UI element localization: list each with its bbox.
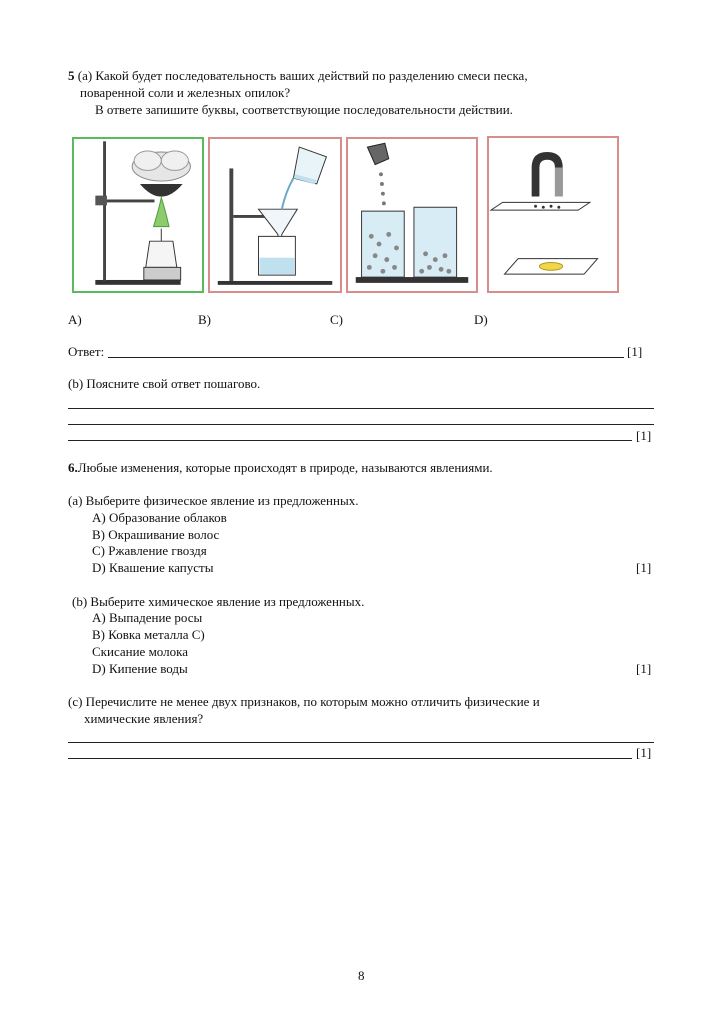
- q5b-prompt: (b) Поясните свой ответ пошагово.: [68, 376, 261, 391]
- q6c-answer-line-1[interactable]: [68, 742, 654, 743]
- q5-intro: [68, 68, 528, 84]
- q6b-option[interactable]: B) Ковка металла С): [92, 627, 205, 642]
- q6c-answer-line-2[interactable]: [68, 758, 632, 759]
- q6a-mark: [1]: [636, 560, 652, 575]
- q6a-prompt: (a) Выберите физическое явление из предложенных.: [68, 493, 359, 508]
- q5-intro-text: (a) Какой будет последовательность ваших действий по разделению смеси песка,: [77, 68, 528, 83]
- page-number: 8: [358, 968, 365, 983]
- q5b-answer-line-1[interactable]: [68, 408, 654, 409]
- q6a-option[interactable]: B) Окрашивание волос: [92, 527, 220, 542]
- q5a-mark: [1]: [627, 344, 643, 359]
- q5b-answer-line-3[interactable]: [68, 440, 632, 441]
- q5b-mark: [1]: [636, 428, 652, 443]
- q6b-prompt: (b) Выберите химическое явление из предложенных.: [72, 594, 365, 609]
- figure-label-c: C): [330, 312, 343, 327]
- q5-instruction: В ответе запишите буквы, соответствующие последовательности действии.: [95, 102, 513, 117]
- q6a-option[interactable]: D) Квашение капусты: [92, 560, 214, 575]
- q6c-prompt: (c) Перечислите не менее двух признаков, по которым можно отличить физические и: [68, 694, 540, 709]
- figure-d-magnet: [487, 136, 619, 293]
- q6c-prompt-line2: химические явления?: [84, 711, 204, 726]
- q6b-option[interactable]: D) Кипение воды: [92, 661, 188, 676]
- answer-label: Ответ:: [68, 344, 105, 359]
- q6a-option[interactable]: A) Образование облаков: [92, 510, 227, 525]
- q6b-mark: [1]: [636, 661, 652, 676]
- q6c-mark: [1]: [636, 745, 652, 760]
- figure-b-filtration: [208, 137, 342, 293]
- figure-label-a: A): [68, 312, 82, 327]
- figure-label-b: B): [198, 312, 211, 327]
- q6b-option[interactable]: A) Выпадение росы: [92, 610, 203, 625]
- q5-intro-line2: поваренной соли и железных опилок?: [80, 85, 291, 100]
- q5-number: 5: [68, 68, 75, 83]
- figure-c-sedimentation: [346, 137, 478, 293]
- q6-intro: [68, 460, 493, 476]
- q5b-answer-line-2[interactable]: [68, 424, 654, 425]
- q6-number: 6.: [68, 460, 78, 475]
- q6b-option[interactable]: Скисание молока: [92, 644, 189, 659]
- q6a-option[interactable]: C) Ржавление гвоздя: [92, 543, 207, 558]
- q6-intro-text: Любые изменения, которые происходят в природе, называются явлениями.: [77, 460, 493, 475]
- answer-line[interactable]: [108, 357, 624, 358]
- figure-label-d: D): [474, 312, 488, 327]
- figure-a-evaporation: [72, 137, 204, 293]
